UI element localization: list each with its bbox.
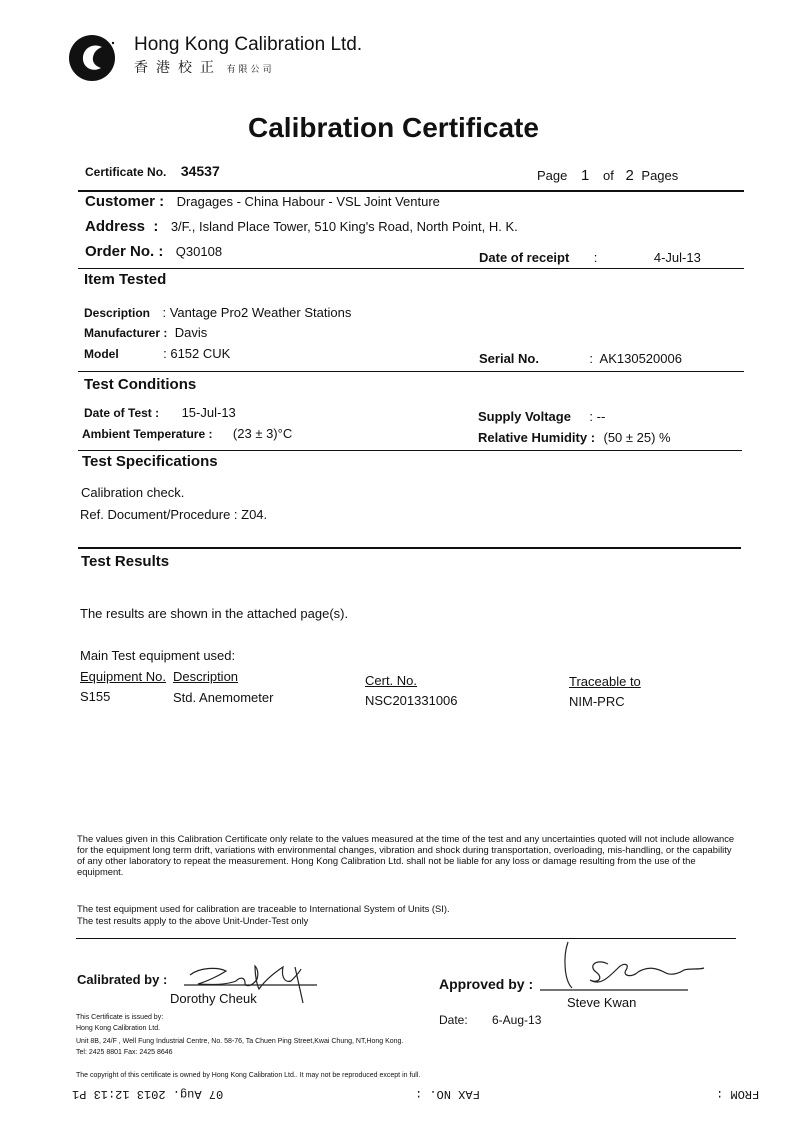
document-title: Calibration Certificate [248,112,539,143]
manufacturer-row [84,324,207,342]
test-results-heading: Test Results [81,553,170,570]
of-label: of [602,168,614,183]
issuer-phone: Tel: 2425 8801 Fax: 2425 8646 [76,1049,173,1056]
order-label: Order No. : [85,243,164,260]
manufacturer-value: Davis [174,325,208,340]
traceable-cell: NIM-PRC [569,694,625,709]
reference-procedure: Ref. Document/Procedure : Z04. [80,507,268,522]
cert-no-header: Cert. No. [365,673,418,688]
description-header: Description [173,669,239,684]
serial-row [479,350,682,368]
supply-voltage-label: Supply Voltage [478,409,571,424]
test-conditions-heading: Test Conditions [84,376,197,393]
divider [78,190,744,192]
issuer-line: This Certificate is issued by: [76,1014,164,1021]
divider [78,450,742,451]
calibrated-by-name: Dorothy Cheuk [170,991,257,1006]
certificate-number-row [85,163,220,181]
model-row [84,345,230,363]
ambient-temperature-row [82,425,292,443]
address-value: 3/F., Island Place Tower, 510 King's Road, North Point, H. K. [170,219,518,234]
date-of-test-label: Date of Test : [84,406,160,420]
equipment-title: Main Test equipment used: [80,648,236,663]
relative-humidity-row [478,429,671,447]
fax-header-mid: FAX NO. : [415,1087,480,1101]
page-label: Page [537,168,568,183]
receipt-row [479,249,701,267]
company-logo-icon [68,33,118,83]
customer-label: Customer : [85,193,165,210]
description-label: Description [84,306,151,320]
issuer-address: Unit 8B, 24/F , Well Fung Industrial Centre, No. 58-76, Ta Chuen Ping Street,Kwai Chung, NT,Hong Kong. [76,1038,404,1045]
description-value: : Vantage Pro2 Weather Stations [162,305,352,320]
results-statement: The results are shown in the attached page(s). [80,606,349,621]
approval-date-label: Date: [439,1013,468,1027]
page-total: 2 [625,167,634,184]
cert-no-cell: NSC201331006 [365,693,458,708]
approved-signature [538,940,713,1002]
supply-voltage-value: : -- [589,409,606,424]
pages-label: Pages [641,168,679,183]
receipt-colon: : [593,250,598,265]
item-tested-heading: Item Tested [84,271,167,288]
divider [76,938,736,939]
page-number: 1 [581,167,590,184]
description-row [84,304,351,322]
fax-header-right: FROM : [716,1087,760,1101]
company-name-zh [134,57,274,77]
divider [78,547,741,549]
page-indicator [537,167,678,184]
disclaimer-paragraph: The values given in this Calibration Certificate only relate to the values measured at the time of the test and any uncertainties quoted will not include allowance for the equipment long term drift, variations with environmental changes, vibration and shock during transportation, overloading, mis-handling, or the capability of any other laboratory to repeat the measurement. Hong Kong Calibration Ltd. shall not be liable for any loss or damage resulting from the use of the equipment. [77,833,735,877]
divider [78,371,744,372]
serial-value: : AK130520006 [589,351,682,366]
fax-header-left: 07 Aug. 2013 12:13 P1 [72,1087,224,1101]
divider [78,268,744,269]
description-cell: Std. Anemometer [173,690,274,705]
order-row [85,243,222,261]
address-label: Address : [85,218,159,235]
receipt-value: 4-Jul-13 [653,250,701,265]
manufacturer-label: Manufacturer : [84,326,168,340]
order-value: Q30108 [175,244,223,259]
model-value: : 6152 CUK [163,346,231,361]
company-name-en: Hong Kong Calibration Ltd. [134,34,363,55]
traceable-header: Traceable to [569,674,641,689]
customer-row [85,193,440,211]
approved-by-name: Steve Kwan [567,995,637,1010]
certificate-no-label: Certificate No. [85,165,167,179]
applicability-statement: The test results apply to the above Unit-Under-Test only [77,915,309,926]
equipment-no-header: Equipment No. [80,669,166,684]
test-specifications-heading: Test Specifications [82,453,218,470]
equipment-no-cell: S155 [80,689,111,704]
specification-line: Calibration check. [81,485,185,500]
model-label: Model [84,347,119,361]
certificate-no: 34537 [180,163,220,179]
company-name-zh-suffix: 有限公司 [226,64,275,74]
traceability-statement: The test equipment used for calibration are traceable to International System of Units (SI). [77,903,450,914]
copyright-notice: The copyright of this certificate is owned by Hong Kong Calibration Ltd.. It may not be reproduced except in full. [76,1072,421,1079]
company-name-zh-main: 香港校正 [134,59,222,75]
address-row [85,218,518,236]
serial-label: Serial No. [479,351,539,366]
issuer-company: Hong Kong Calibration Ltd. [76,1025,161,1032]
approved-by-label: Approved by : [439,976,534,992]
calibrated-by-label: Calibrated by : [77,972,168,987]
ambient-temperature-value: (23 ± 3)°C [232,426,293,441]
customer-value: Dragages - China Habour - VSL Joint Venture [176,194,440,209]
supply-voltage-row [478,408,605,426]
date-of-test-value: 15-Jul-13 [181,405,236,420]
receipt-label: Date of receipt [479,250,570,265]
relative-humidity-value: (50 ± 25) % [603,430,671,445]
approval-date: 6-Aug-13 [492,1013,542,1027]
date-of-test-row [84,404,236,422]
ambient-temperature-label: Ambient Temperature : [82,427,213,441]
relative-humidity-label: Relative Humidity : [478,430,596,445]
